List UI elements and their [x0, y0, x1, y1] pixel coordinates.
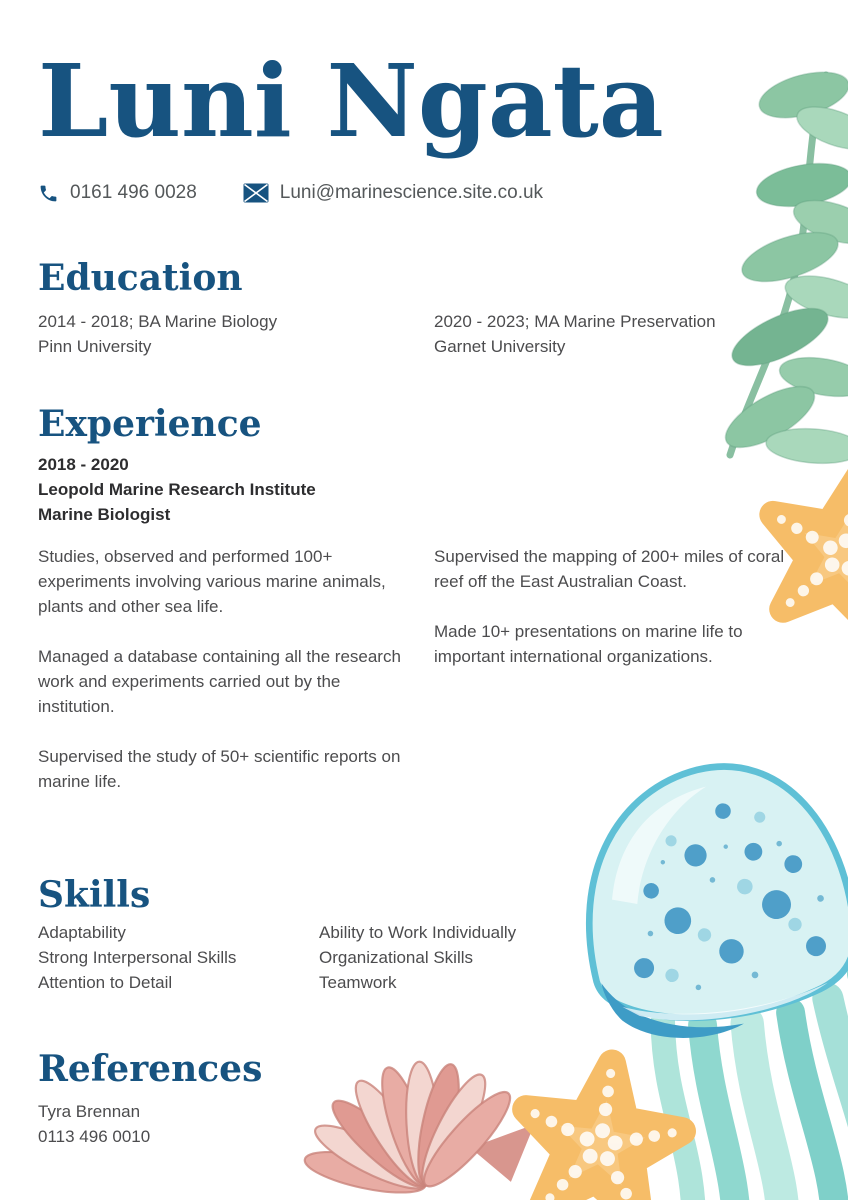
experience-highlights-left [38, 544, 434, 819]
email-contact [243, 182, 543, 204]
contact-row [38, 182, 810, 204]
skill-item: Organizational Skills [319, 948, 474, 968]
experience-heading: Experience [38, 404, 262, 446]
education-heading: Education [38, 258, 243, 299]
reference-phone: 0113 496 0010 [38, 1126, 151, 1146]
skills-section [38, 875, 810, 995]
education-school: Pinn University [38, 337, 152, 357]
education-school: Garnet University [434, 337, 566, 357]
reference-name: Tyra Brennan [38, 1101, 141, 1121]
experience-highlight: Studies, observed and performed 100+ experiments involving various marine animals, plants and other sea life. [38, 546, 386, 616]
education-entry [38, 309, 434, 359]
education-section [38, 258, 810, 359]
skill-item: Attention to Detail [38, 973, 173, 993]
education-period-degree: 2014 - 2018; BA Marine Biology [38, 312, 278, 332]
references-section [38, 1049, 810, 1148]
experience-highlight: Made 10+ presentations on marine life to important international organizations. [434, 621, 743, 666]
experience-highlights-right [434, 544, 796, 819]
skill-item: Ability to Work Individually [319, 923, 517, 943]
experience-role: Marine Biologist [38, 504, 171, 524]
email-address: Luni@marinescience.site.co.uk [279, 182, 544, 203]
education-period-degree: 2020 - 2023; MA Marine Preservation [434, 312, 716, 332]
experience-highlight: Managed a database containing all the research work and experiments carried out by the institution. [38, 646, 401, 716]
experience-section [38, 404, 810, 818]
education-entry [434, 309, 716, 359]
references-heading: References [38, 1049, 263, 1091]
skills-column-right [319, 920, 516, 995]
skills-column-left [38, 920, 319, 995]
envelope-icon [243, 183, 269, 203]
skill-item: Strong Interpersonal Skills [38, 948, 237, 968]
skills-heading: Skills [38, 874, 151, 916]
experience-highlight: Supervised the mapping of 200+ miles of coral reef off the East Australian Coast. [434, 546, 785, 591]
reference-entry [38, 1099, 810, 1149]
skill-item: Teamwork [319, 973, 397, 993]
skill-item: Adaptability [38, 923, 126, 943]
experience-highlight: Supervised the study of 50+ scientific reports on marine life. [38, 746, 401, 791]
candidate-name: Luni Ngata [38, 42, 664, 160]
phone-number: 0161 496 0028 [70, 182, 197, 203]
experience-summary [38, 452, 810, 527]
phone-icon [38, 183, 59, 204]
experience-period: 2018 - 2020 [38, 454, 129, 474]
phone-contact [38, 182, 197, 204]
experience-organization: Leopold Marine Research Institute [38, 479, 316, 499]
